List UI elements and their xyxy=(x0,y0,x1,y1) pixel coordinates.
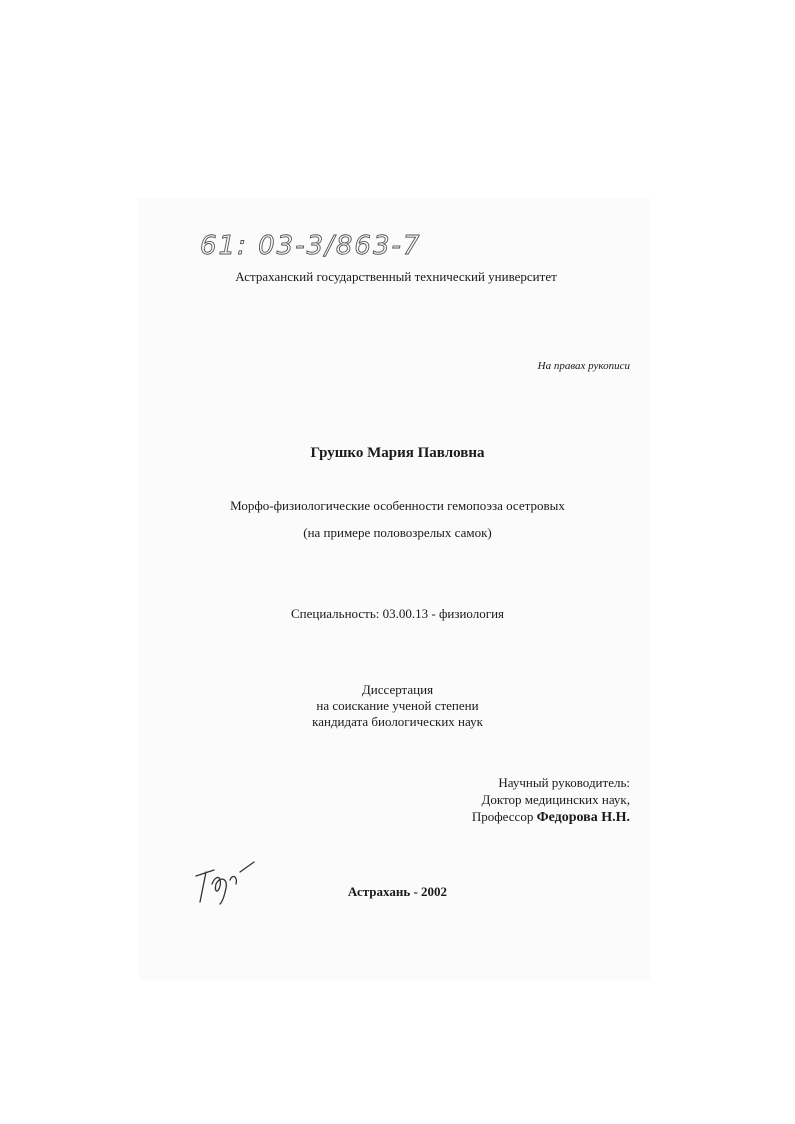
dissertation-title-line-1: Морфо-физиологические особенности гемопоэза осетровых xyxy=(230,498,565,513)
degree-purpose: на соискание ученой степени xyxy=(316,698,479,713)
handwritten-archive-code xyxy=(196,220,456,264)
specialty: Специальность: 03.00.13 - физиология xyxy=(290,606,505,621)
author-name: Грушко Мария Павловна xyxy=(310,445,485,461)
supervisor-line xyxy=(472,808,630,826)
dissertation-label: Диссертация xyxy=(361,682,434,697)
supervisor-label: Научный руководитель: xyxy=(498,775,630,790)
city-year: Астрахань - 2002 xyxy=(347,884,448,899)
dissertation-title-line-2: (на примере половозрелых самок) xyxy=(303,525,492,540)
supervisor-name: Федорова Н.Н. xyxy=(536,810,630,825)
supervisor-degree: Доктор медицинских наук, xyxy=(481,792,630,807)
degree-name: кандидата биологических наук xyxy=(312,714,483,729)
supervisor-title: Профессор xyxy=(471,809,534,824)
svg-text:61: 03-3/863-7: 61: 03-3/863-7 xyxy=(200,231,422,261)
university-name: Астраханский государственный технический университет xyxy=(235,269,557,284)
manuscript-note: На правах рукописи xyxy=(537,360,630,372)
supervisor-block xyxy=(472,774,630,826)
handwritten-signature xyxy=(190,858,262,908)
